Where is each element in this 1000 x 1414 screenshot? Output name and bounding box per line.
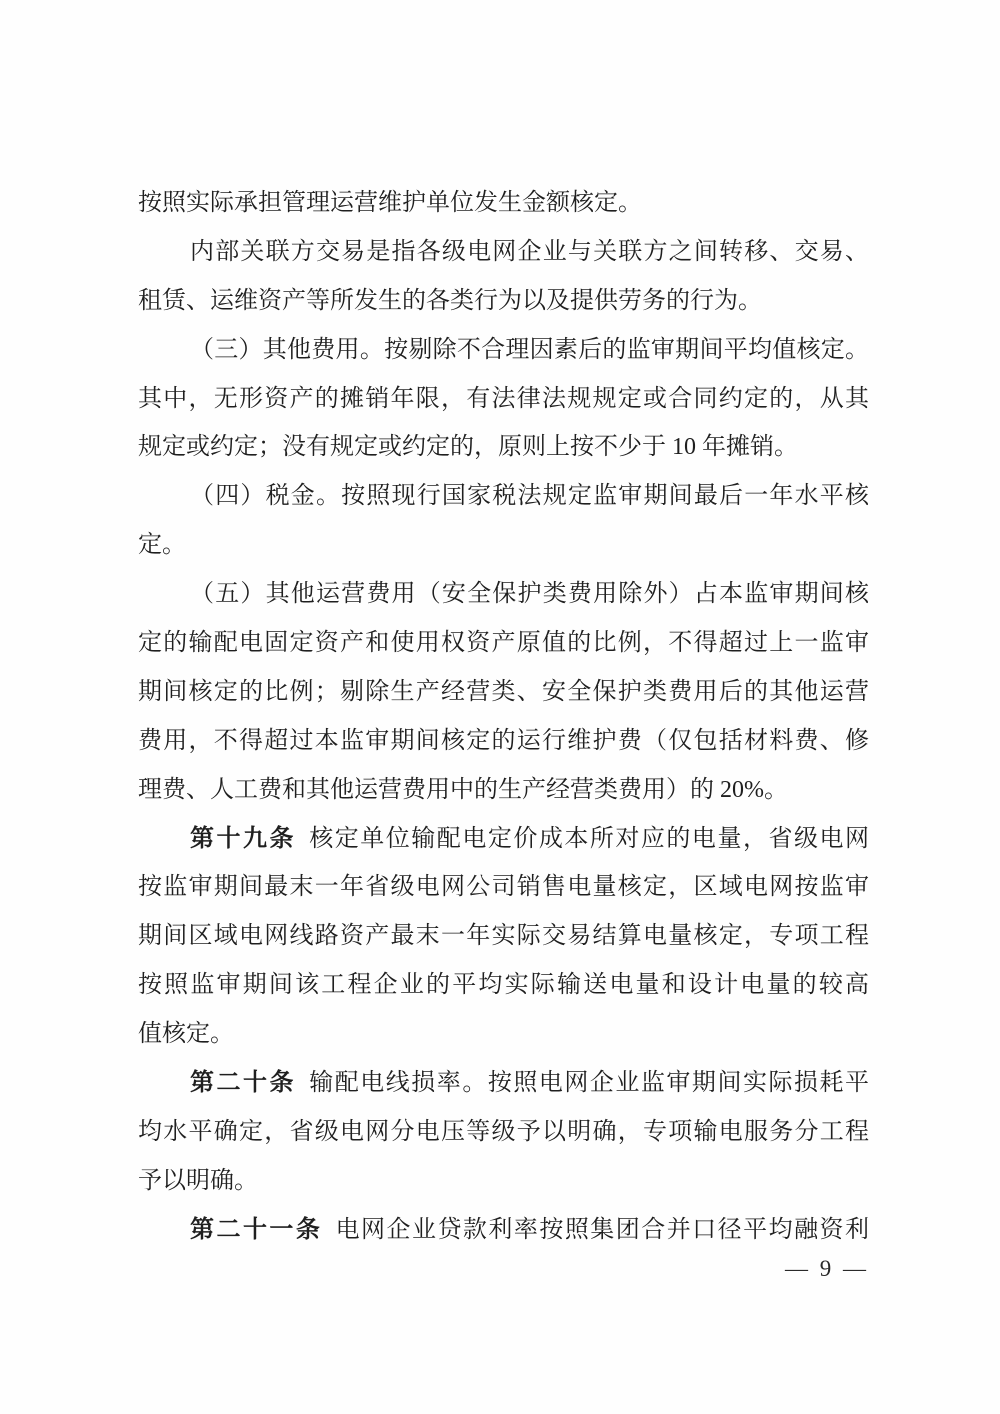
line-text: 理费、人工费和其他运营费用中的生产经营类费用）的 20%。 — [138, 776, 788, 803]
line-text: （五）其他运营费用（安全保护类费用除外）占本监审期间核 — [190, 581, 869, 608]
line-text: （四）税金。按照现行国家税法规定监审期间最后一年水平核 — [190, 483, 869, 510]
line-text: 其中，无形资产的摊销年限，有法律法规规定或合同约定的，从其 — [138, 385, 869, 412]
text-line — [138, 1108, 869, 1157]
line-text: 按照实际承担管理运营维护单位发生金额核定。 — [138, 190, 642, 216]
text-line — [138, 815, 869, 864]
article-number: 第二十一条 — [190, 1216, 323, 1243]
line-text: 租赁、运维资产等所发生的各类行为以及提供劳务的行为。 — [138, 287, 762, 314]
line-text: 期间核定的比例；剔除生产经营类、安全保护类费用后的其他运营 — [138, 678, 869, 705]
text-line — [138, 717, 869, 766]
document-body — [138, 179, 869, 1255]
text-line — [138, 961, 869, 1010]
line-text: 值核定。 — [138, 1021, 234, 1048]
line-text: 电网企业贷款利率按照集团合并口径平均融资利 — [335, 1216, 870, 1243]
text-line — [138, 521, 869, 570]
text-line — [138, 1157, 869, 1206]
text-line — [138, 912, 869, 961]
line-text: （三）其他费用。按剔除不合理因素后的监审期间平均值核定。 — [190, 336, 869, 363]
text-line — [138, 179, 869, 228]
text-line — [138, 570, 869, 619]
line-text: 定的输配电固定资产和使用权资产原值的比例，不得超过上一监审 — [138, 630, 869, 657]
line-text: 均水平确定，省级电网分电压等级予以明确，专项输电服务分工程 — [138, 1118, 869, 1145]
line-text: 按监审期间最末一年省级电网公司销售电量核定，区域电网按监审 — [138, 874, 869, 901]
line-text: 予以明确。 — [138, 1167, 258, 1194]
article-number: 第二十条 — [190, 1070, 297, 1097]
page-number: — 9 — — [785, 1256, 869, 1281]
line-text: 规定或约定；没有规定或约定的，原则上按不少于 10 年摊销。 — [138, 434, 798, 461]
text-line — [138, 277, 869, 326]
text-line — [138, 423, 869, 472]
text-line — [138, 766, 869, 815]
text-line — [138, 472, 869, 521]
text-line — [138, 228, 869, 277]
text-line — [138, 326, 869, 375]
text-line — [138, 619, 869, 668]
line-text: 定。 — [138, 532, 186, 559]
text-line — [138, 668, 869, 717]
text-line — [138, 375, 869, 424]
line-text: 内部关联方交易是指各级电网企业与关联方之间转移、交易、 — [190, 238, 869, 265]
text-line — [138, 863, 869, 912]
line-text: 费用，不得超过本监审期间核定的运行维护费（仅包括材料费、修 — [138, 727, 869, 754]
text-line — [138, 1010, 869, 1059]
text-line — [138, 1059, 869, 1108]
line-text: 按照监审期间该工程企业的平均实际输送电量和设计电量的较高 — [138, 972, 869, 999]
line-text: 核定单位输配电定价成本所对应的电量，省级电网 — [309, 825, 870, 852]
line-text: 输配电线损率。按照电网企业监审期间实际损耗平 — [309, 1070, 870, 1097]
article-number: 第十九条 — [190, 825, 297, 852]
line-text: 期间区域电网线路资产最末一年实际交易结算电量核定，专项工程 — [138, 923, 869, 950]
text-line — [138, 1206, 869, 1255]
